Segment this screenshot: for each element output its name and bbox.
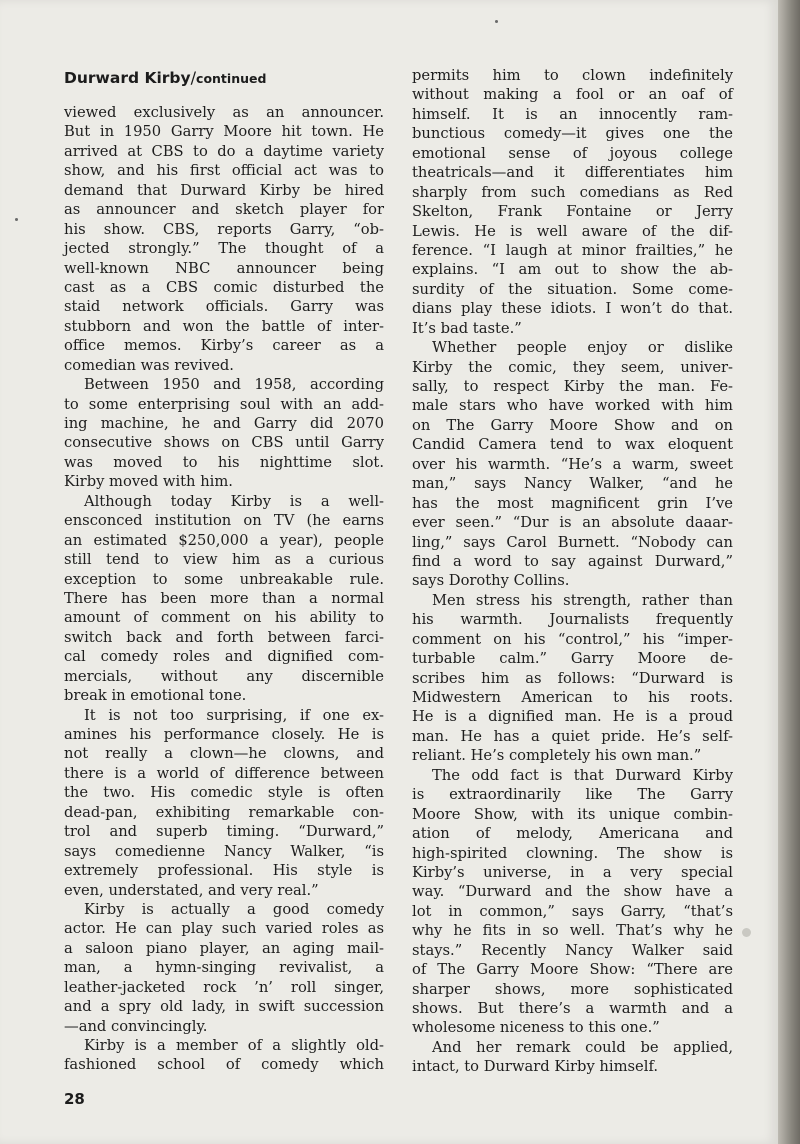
text-line: ing machine, he and Garry did 2070 xyxy=(64,415,384,432)
text-column-right xyxy=(412,66,733,1077)
text-line: of The Garry Moore Show: “There are xyxy=(412,961,733,979)
running-head-continued: continued xyxy=(196,71,267,86)
text-line: Kirby is a member of a slightly old- xyxy=(84,1037,384,1054)
text-line: not really a clown—he clowns, and xyxy=(64,745,384,763)
text-line: It’s bad taste.” xyxy=(412,319,522,337)
text-line: The odd fact is that Durward Kirby xyxy=(432,766,733,784)
article-running-head xyxy=(64,68,266,87)
binding-spine xyxy=(778,0,800,1144)
text-line: sharper shows, more sophisticated xyxy=(412,980,733,998)
text-line: ference. “I laugh at minor frailties,” he xyxy=(412,241,733,259)
text-line: switch back and forth between farci- xyxy=(64,628,384,646)
text-line: dead-pan, exhibiting remarkable con- xyxy=(64,803,384,821)
text-line: Kirby is actually a good comedy xyxy=(84,900,384,918)
text-line: ation of melody, Americana and xyxy=(412,825,733,843)
text-column-left xyxy=(64,103,384,1075)
text-line: exception to some unbreakable rule. xyxy=(64,570,384,588)
text-line: is extraordinarily like The Garry xyxy=(412,786,733,804)
text-line: on The Garry Moore Show and on xyxy=(412,416,733,434)
text-line: Lewis. He is well aware of the dif- xyxy=(412,222,733,240)
print-speck xyxy=(742,928,751,937)
text-line: leather-jacketed rock ’n’ roll singer, xyxy=(64,978,384,996)
text-line: It is not too surprising, if one ex- xyxy=(84,706,384,724)
text-line: emotional sense of joyous college xyxy=(412,144,733,162)
text-line: his show. CBS, reports Garry, “ob- xyxy=(64,220,384,238)
text-line: sally, to respect Kirby the man. Fe- xyxy=(412,378,733,395)
text-line: break in emotional tone. xyxy=(64,687,247,705)
text-line: as announcer and sketch player for xyxy=(64,201,384,219)
running-head-slash: / xyxy=(190,68,197,87)
text-line: jected strongly.” The thought of a xyxy=(64,240,384,258)
text-line: man,” says Nancy Walker, “and he xyxy=(412,475,733,493)
text-line: amount of comment on his ability to xyxy=(64,609,384,627)
text-line: a saloon piano player, an aging mail- xyxy=(64,939,384,957)
text-line: male stars who have worked with him xyxy=(412,397,733,415)
text-line: there is a world of difference between xyxy=(64,764,384,782)
print-speck xyxy=(495,20,498,23)
text-line: theatricals—and it differentiates him xyxy=(412,164,733,182)
text-line: —and convincingly. xyxy=(64,1017,208,1035)
text-line: wholesome niceness to this one.” xyxy=(412,1019,660,1037)
text-line: extremely professional. His style is xyxy=(64,862,384,880)
text-line: lot in common,” says Garry, “that’s xyxy=(412,902,733,920)
text-line: explains. “I am out to show the ab- xyxy=(412,261,733,279)
text-line: intact, to Durward Kirby himself. xyxy=(412,1058,659,1076)
text-line: Whether people enjoy or dislike xyxy=(432,339,733,357)
text-line: Midwestern American to his roots. xyxy=(412,689,733,706)
text-line: dians play these idiots. I won’t do that. xyxy=(412,300,733,318)
text-line: show, and his first official act was to xyxy=(64,162,384,180)
text-line: ever seen.” “Dur is an absolute daaar- xyxy=(412,514,733,532)
text-line: mercials, without any discernible xyxy=(64,667,384,685)
text-line: Kirby’s universe, in a very special xyxy=(412,863,733,881)
text-line: cast as a CBS comic disturbed the xyxy=(64,278,384,296)
text-line: was moved to his nighttime slot. xyxy=(64,453,384,471)
text-line: stays.” Recently Nancy Walker said xyxy=(412,941,733,959)
text-line: Although today Kirby is a well- xyxy=(84,492,384,510)
text-line: office memos. Kirby’s career as a xyxy=(64,337,384,355)
text-line: himself. It is an innocently ram- xyxy=(412,105,733,123)
text-line: arrived at CBS to do a daytime variety xyxy=(64,142,384,160)
text-line: the two. His comedic style is often xyxy=(64,784,384,802)
text-line: trol and superb timing. “Durward,” xyxy=(64,823,384,841)
text-line: Between 1950 and 1958, according xyxy=(84,376,384,394)
text-line: staid network officials. Garry was xyxy=(64,298,384,316)
text-line: Skelton, Frank Fontaine or Jerry xyxy=(412,203,733,221)
text-line: an estimated $250,000 a year), people xyxy=(64,531,384,549)
text-line: over his warmth. “He’s a warm, sweet xyxy=(412,455,733,473)
running-head-title: Durward Kirby xyxy=(64,69,191,87)
text-line: permits him to clown indefinitely xyxy=(412,67,733,84)
text-line: even, understated, and very real.” xyxy=(64,881,319,899)
text-line: comment on his “control,” his “imper- xyxy=(412,630,733,648)
text-line: shows. But there’s a warmth and a xyxy=(412,1000,733,1017)
text-line: There has been more than a normal xyxy=(64,589,384,607)
text-line: But in 1950 Garry Moore hit town. He xyxy=(64,123,384,141)
text-line: consecutive shows on CBS until Garry xyxy=(64,434,384,452)
text-line: actor. He can play such varied roles as xyxy=(64,920,384,938)
text-line: cal comedy roles and dignified com- xyxy=(64,648,384,666)
text-line: Candid Camera tend to wax eloquent xyxy=(412,436,733,454)
text-line: why he fits in so well. That’s why he xyxy=(412,922,733,940)
text-line: says comedienne Nancy Walker, “is xyxy=(64,842,384,860)
text-line: his warmth. Journalists frequently xyxy=(412,611,733,629)
page-number: 28 xyxy=(64,1090,85,1108)
text-line: sharply from such comedians as Red xyxy=(412,183,733,201)
text-line: surdity of the situation. Some come- xyxy=(412,280,733,298)
text-line: ling,” says Carol Burnett. “Nobody can xyxy=(412,533,733,551)
print-speck xyxy=(15,218,18,221)
text-line: scribes him as follows: “Durward is xyxy=(412,669,733,687)
text-line: comedian was revived. xyxy=(64,356,234,374)
text-line: Kirby moved with him. xyxy=(64,473,233,491)
text-line: fashioned school of comedy which xyxy=(64,1056,384,1074)
text-line: Men stress his strength, rather than xyxy=(432,591,733,609)
text-line: reliant. He’s completely his own man.” xyxy=(412,747,702,765)
text-line: has the most magnificent grin I’ve xyxy=(412,494,733,512)
text-line: ensconced institution on TV (he earns xyxy=(64,512,384,530)
text-line: viewed exclusively as an announcer. xyxy=(64,104,384,121)
text-line: man. He has a quiet pride. He’s self- xyxy=(412,727,733,745)
text-line: still tend to view him as a curious xyxy=(64,551,384,569)
text-line: And her remark could be applied, xyxy=(432,1038,733,1056)
text-line: amines his performance closely. He is xyxy=(64,726,384,743)
text-line: find a word to say against Durward,” xyxy=(412,552,733,570)
text-line: high-spirited clowning. The show is xyxy=(412,844,733,862)
text-line: way. “Durward and the show have a xyxy=(412,883,733,901)
text-line: and a spry old lady, in swift succession xyxy=(64,998,384,1016)
text-line: He is a dignified man. He is a proud xyxy=(412,708,733,726)
text-line: stubborn and won the battle of inter- xyxy=(64,317,384,335)
text-line: well-known NBC announcer being xyxy=(64,259,384,277)
text-line: Kirby the comic, they seem, univer- xyxy=(412,358,733,376)
text-line: bunctious comedy—it gives one the xyxy=(412,125,733,143)
text-line: to some enterprising soul with an add- xyxy=(64,395,384,413)
text-line: turbable calm.” Garry Moore de- xyxy=(412,650,733,668)
text-line: says Dorothy Collins. xyxy=(412,572,570,590)
text-line: without making a fool or an oaf of xyxy=(412,86,733,104)
text-line: Moore Show, with its unique combin- xyxy=(412,805,733,823)
text-line: man, a hymn-singing revivalist, a xyxy=(64,959,384,977)
text-line: demand that Durward Kirby be hired xyxy=(64,181,384,199)
